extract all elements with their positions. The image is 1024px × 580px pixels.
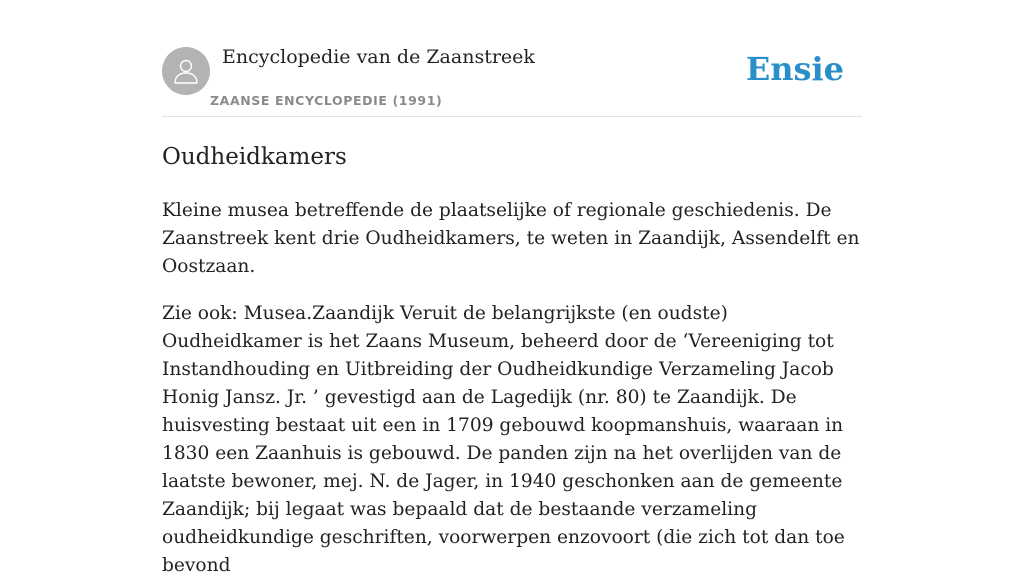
page-container (162, 0, 862, 580)
user-silhouette-icon (171, 56, 201, 86)
article-body (162, 197, 862, 580)
source-subtitle[interactable]: ZAANSE ENCYCLOPEDIE (1991) (210, 93, 443, 108)
source-title[interactable]: Encyclopedie van de Zaanstreek (222, 46, 535, 68)
source-header (162, 0, 862, 117)
ensie-logo[interactable]: Ensie (745, 50, 844, 88)
article-paragraph: Zie ook: Musea.Zaandijk Veruit de belangrijkste (en oudste) Oudheidkamer is het Zaans Museum, beheerd door de ‘Vereeniging tot Instandhouding en Uitbreiding der Oudheidkundige Verzameling Jacob Honig Jansz. Jr. ’ gevestigd aan de Lagedijk (nr. 80) te Zaandijk. De huisvesting bestaat uit een in 1709 gebouwd koopmanshuis, waaraan in 1830 een Zaanhuis is gebouwd. De panden zijn na het overlijden van de laatste bewoner, mej. N. de Jager, in 1940 geschonken aan de gemeente Zaandijk; bij legaat was bepaald dat de bestaande verzameling oudheidkundige geschriften, voorwerpen enzovoort (die zich tot dan toe bevond (162, 303, 845, 576)
article-title: Oudheidkamers (162, 144, 347, 170)
article-paragraph: Kleine musea betreffende de plaatselijke of regionale geschiedenis. De Zaanstreek kent drie Oudheidkamers, te weten in Zaandijk, Assendelft en Oostzaan. (162, 200, 860, 277)
source-avatar[interactable] (162, 47, 210, 95)
